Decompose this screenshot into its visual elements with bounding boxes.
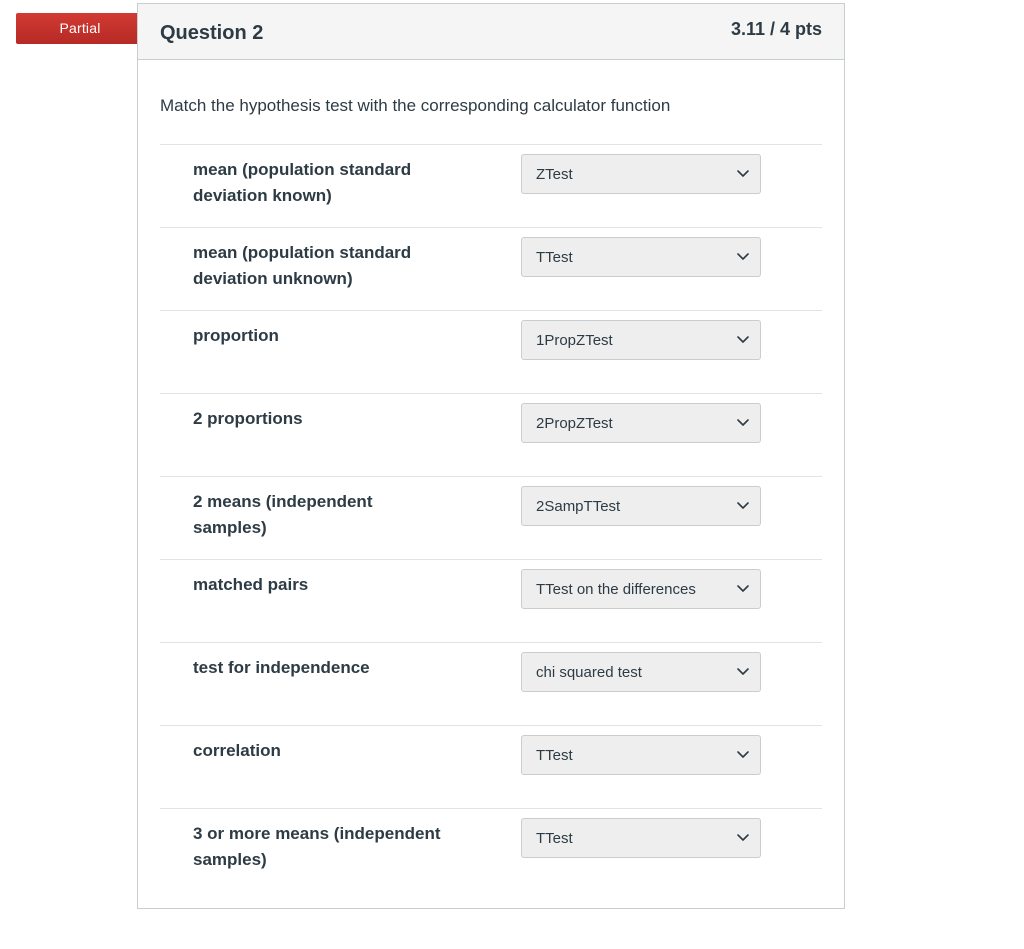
match-row: [160, 560, 822, 643]
match-prompt: matched pairs: [193, 575, 309, 594]
match-prompt: 3 or more means (independent samples): [193, 824, 441, 869]
question-title: Question 2: [160, 22, 264, 44]
status-flag: [16, 13, 154, 44]
chevron-down-icon: [736, 335, 750, 345]
selected-answer: ZTest: [536, 166, 573, 183]
match-answer-select[interactable]: [521, 320, 761, 360]
match-answer-select[interactable]: [521, 652, 761, 692]
match-prompt: 2 means (independent samples): [193, 492, 373, 537]
match-answer-select[interactable]: [521, 237, 761, 277]
selected-answer: 2PropZTest: [536, 415, 613, 432]
match-list: [160, 145, 822, 891]
match-row: [160, 726, 822, 809]
question-card: [137, 3, 845, 909]
selected-answer: TTest: [536, 249, 573, 266]
match-prompt: correlation: [193, 741, 281, 760]
match-row: [160, 477, 822, 560]
selected-answer: chi squared test: [536, 664, 642, 681]
selected-answer: TTest: [536, 747, 573, 764]
selected-answer: 1PropZTest: [536, 332, 613, 349]
match-row: [160, 228, 822, 311]
question-prompt: Match the hypothesis test with the corresponding calculator function: [160, 60, 822, 145]
match-answer-select[interactable]: [521, 569, 761, 609]
match-row: [160, 394, 822, 477]
match-prompt: test for independence: [193, 658, 370, 677]
chevron-down-icon: [736, 252, 750, 262]
match-prompt: 2 proportions: [193, 409, 303, 428]
chevron-down-icon: [736, 584, 750, 594]
question-header: [138, 4, 844, 60]
question-body: [138, 60, 844, 891]
match-answer-select[interactable]: [521, 735, 761, 775]
selected-answer: TTest: [536, 830, 573, 847]
question-points: 3.11 / 4 pts: [730, 19, 822, 39]
chevron-down-icon: [736, 418, 750, 428]
match-prompt: proportion: [193, 326, 279, 345]
match-row: [160, 643, 822, 726]
chevron-down-icon: [736, 750, 750, 760]
match-prompt: mean (population standard deviation known): [193, 160, 412, 205]
match-answer-select[interactable]: [521, 818, 761, 858]
match-row: [160, 311, 822, 394]
match-row: [160, 809, 822, 891]
match-row: [160, 145, 822, 228]
match-answer-select[interactable]: [521, 403, 761, 443]
match-prompt: mean (population standard deviation unknown): [193, 243, 412, 288]
status-label: Partial: [59, 20, 101, 36]
chevron-down-icon: [736, 169, 750, 179]
selected-answer: TTest on the differences: [536, 581, 696, 598]
selected-answer: 2SampTTest: [536, 498, 621, 515]
match-answer-select[interactable]: [521, 154, 761, 194]
match-answer-select[interactable]: [521, 486, 761, 526]
chevron-down-icon: [736, 667, 750, 677]
chevron-down-icon: [736, 833, 750, 843]
chevron-down-icon: [736, 501, 750, 511]
